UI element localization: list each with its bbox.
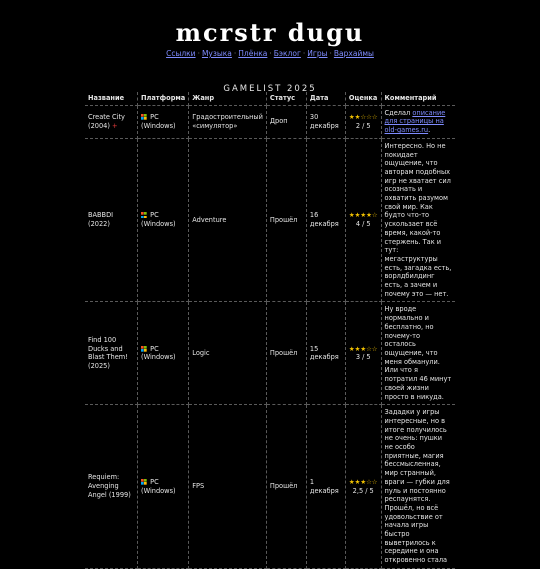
game-status: Прошёл	[266, 302, 306, 405]
game-platform	[138, 105, 189, 138]
table-row	[85, 405, 455, 569]
comment-text-end: .	[428, 126, 431, 135]
game-name: Find 100 Ducks and Blast Them! (2025)	[85, 302, 138, 405]
game-date: 30 декабря	[306, 105, 345, 138]
game-rating	[345, 105, 381, 138]
stars-empty: ☆	[371, 211, 378, 220]
platform-text: PC (Windows)	[141, 477, 176, 495]
star-rating-icon	[349, 478, 378, 486]
nav-link-backlog[interactable]: Бэклог	[273, 49, 301, 58]
site-nav	[0, 49, 540, 58]
game-date: 1 декабря	[306, 405, 345, 569]
game-genre: Градостроительный «симулятор»	[189, 105, 267, 138]
game-genre: Adventure	[189, 138, 267, 302]
star-rating-icon	[349, 211, 378, 219]
game-rating	[345, 405, 381, 569]
nav-link-links[interactable]: Ссылки	[166, 49, 196, 58]
table-header-row	[85, 92, 455, 105]
stars-empty: ☆☆	[366, 344, 378, 353]
platform-text: PC (Windows)	[141, 211, 176, 229]
site-title: mcrstr dugu	[175, 18, 365, 47]
gamelist-table	[85, 92, 455, 569]
stars-filled: ★★★	[348, 344, 367, 353]
star-rating-icon	[349, 345, 378, 353]
game-platform	[138, 405, 189, 569]
game-status: Прошёл	[266, 138, 306, 302]
rating-score: 2 / 5	[355, 121, 371, 130]
nav-link-film[interactable]: Плёнка	[238, 49, 268, 58]
windows-icon	[141, 346, 147, 352]
game-date: 16 декабря	[306, 138, 345, 302]
nav-link-music[interactable]: Музыка	[201, 49, 232, 58]
game-comment: Интересно. Но не покидает ощущение, что авторам подобных игр не хватает сил осознать и охватить разумом свой мир. Как будто что-то ускользает всё время, какой-то стержень. Так и тут: мегаструктуры есть, загадка есть, ворлдбилдинг есть, а зачем и почему это — нет.	[381, 138, 455, 302]
stars-empty: ☆☆☆	[360, 113, 378, 122]
game-genre: FPS	[189, 405, 267, 569]
plus-marker: +	[112, 121, 118, 130]
rating-score: 2,5 / 5	[352, 486, 374, 495]
windows-icon	[141, 212, 147, 218]
nav-link-warhammers[interactable]: Вархаймы	[333, 49, 374, 58]
rating-score: 3 / 5	[355, 353, 371, 362]
game-rating	[345, 302, 381, 405]
header-date: Дата	[306, 92, 345, 105]
nav-separator: ·	[197, 49, 200, 58]
windows-icon	[141, 479, 147, 485]
game-name: Requiem: Avenging Angel (1999)	[85, 405, 138, 569]
game-name-text: Create City (2004)	[88, 113, 125, 130]
table-row	[85, 105, 455, 138]
nav-separator: ·	[269, 49, 272, 58]
windows-icon	[141, 114, 147, 120]
game-status: Дроп	[266, 105, 306, 138]
game-name: BABBDI (2022)	[85, 138, 138, 302]
header-rating: Оценка	[345, 92, 381, 105]
stars-filled: ★★	[348, 113, 361, 122]
comment-link[interactable]: описание для страницы на old-games.ru	[384, 108, 446, 135]
game-platform	[138, 138, 189, 302]
stars-filled: ★★★	[348, 477, 367, 486]
platform-text: PC (Windows)	[141, 113, 176, 130]
game-comment: Ну вроде нормально и бесплатно, но почему-то осталось ощущение, что меня обманули. Или что я потратил 46 минут своей жизни просто в никуда.	[381, 302, 455, 405]
stars-empty: ☆☆	[366, 477, 378, 486]
gamelist-title: GAMELIST 2025	[223, 84, 317, 94]
header-comment: Комментарий	[381, 92, 455, 105]
game-date: 15 декабря	[306, 302, 345, 405]
stars-filled: ★★★★	[348, 211, 372, 220]
header-status: Статус	[266, 92, 306, 105]
game-name	[85, 105, 138, 138]
comment-text: Сделал	[384, 108, 413, 117]
nav-link-games[interactable]: Игры	[307, 49, 328, 58]
game-genre: Logic	[189, 302, 267, 405]
table-row	[85, 302, 455, 405]
game-platform	[138, 302, 189, 405]
table-row	[85, 138, 455, 302]
nav-separator: ·	[302, 49, 306, 58]
game-comment: Зададки у игры интересные, но в итоге получилось не очень: пушки не особо приятные, магия бессмысленная, мир странный, враги — губки для пуль и постоянно респаунятся. Прошёл, но всё удовольствие от начала игры быстро выветрилось к середине и она откровенно стала	[381, 405, 455, 569]
nav-separator: ·	[233, 49, 237, 58]
header-platform: Платформа	[138, 92, 189, 105]
star-rating-icon	[349, 113, 378, 121]
rating-score: 4 / 5	[355, 220, 371, 229]
game-rating	[345, 138, 381, 302]
game-status: Прошёл	[266, 405, 306, 569]
platform-text: PC (Windows)	[141, 344, 176, 362]
game-comment	[381, 105, 455, 138]
nav-separator: ·	[329, 49, 332, 58]
header-name: Название	[85, 92, 138, 105]
header-genre: Жанр	[189, 92, 267, 105]
